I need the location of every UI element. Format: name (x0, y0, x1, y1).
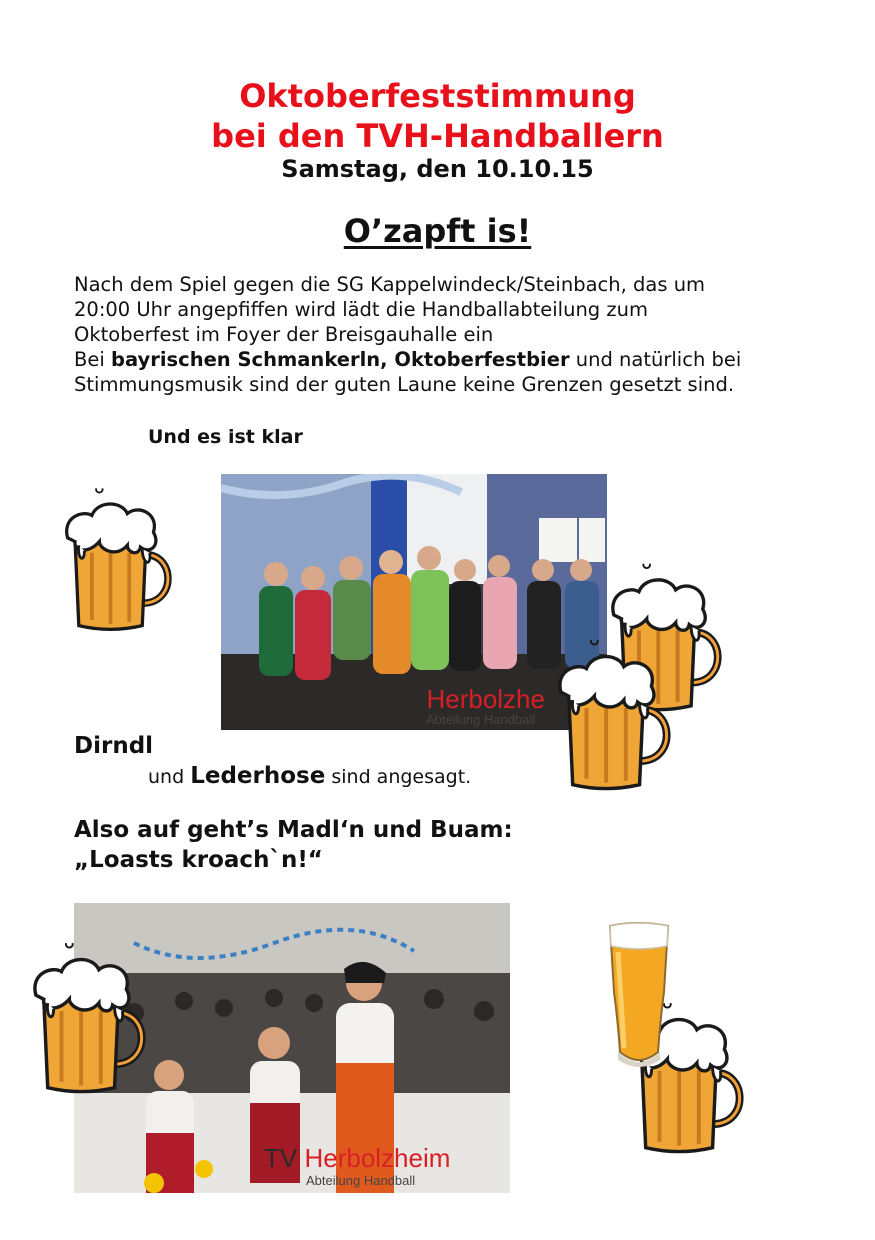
lederhose-line (148, 763, 471, 789)
intro-line: 20:00 Uhr angepfiffen wird lädt die Handballabteilung zum (74, 298, 648, 321)
lederhose-bold: Lederhose (190, 763, 326, 789)
intro-text: Bei (74, 348, 111, 371)
watermark-subtitle: Abteilung Handball (306, 1173, 416, 1188)
closing-line-1: Also auf geht’s Madl‘n und Buam: (74, 817, 513, 843)
intro-paragraph (74, 272, 834, 397)
intro-highlight: bayrischen Schmankerln, Oktoberfestbier (111, 348, 570, 371)
party-photo-watermark (264, 1143, 450, 1174)
closing-line-2: „Loasts kroach`n!“ (74, 847, 323, 873)
group-photo-watermark (386, 684, 545, 715)
lederhose-pre: und (148, 766, 191, 788)
wheat-beer-glass-icon (604, 922, 674, 1070)
title-line-2: bei den TVH-Handballern (211, 117, 664, 155)
intro-line: Stimmungsmusik sind der guten Laune keine Grenzen gesetzt sind. (74, 373, 735, 396)
intro-text: und natürlich bei (569, 348, 742, 371)
watermark-club: Herbolzhe (426, 684, 545, 714)
watermark-club: Herbolzheim (304, 1143, 451, 1173)
und-es-ist-klar: Und es ist klar (148, 426, 303, 448)
lederhose-post: sind angesagt. (325, 766, 472, 788)
dirndl-text: Dirndl (74, 733, 154, 759)
group-photo (221, 474, 607, 730)
watermark-tv: TV (386, 684, 420, 714)
intro-line (74, 347, 834, 372)
intro-line: Oktoberfest im Foyer der Breisgauhalle ein (74, 323, 494, 346)
watermark-subtitle: Abteilung Handball (426, 712, 536, 727)
event-date: Samstag, den 10.10.15 (281, 155, 594, 183)
beer-mug-icon (30, 925, 148, 1091)
tagline: O’zapft is! (343, 212, 532, 250)
beer-mug-icon (555, 622, 673, 788)
intro-line: Nach dem Spiel gegen die SG Kappelwindeck/Steinbach, das um (74, 273, 706, 296)
closing-text (74, 815, 513, 875)
beer-mug-icon (62, 470, 174, 630)
title-line-1: Oktoberfeststimmung (239, 77, 636, 115)
watermark-tv: TV (264, 1143, 298, 1173)
